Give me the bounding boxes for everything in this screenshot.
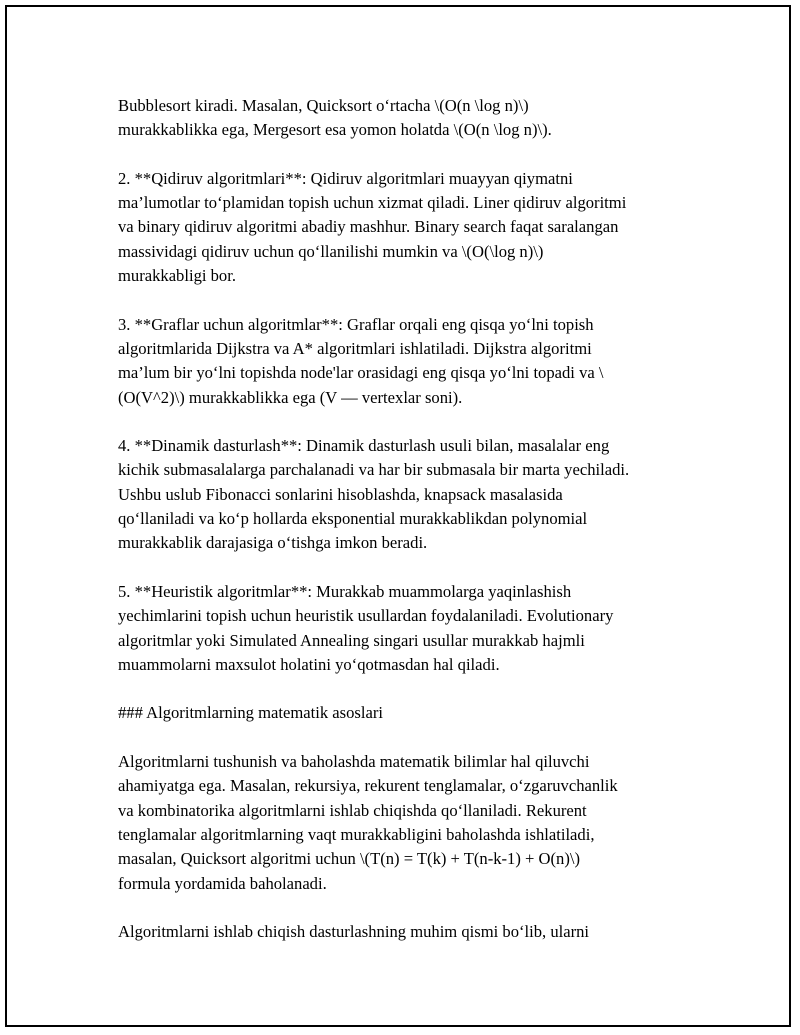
text-line: qo‘llaniladi va ko‘p hollarda eksponential murakkablikdan polynomial bbox=[118, 509, 588, 529]
text-line: 4. **Dinamik dasturlash**: Dinamik dasturlash usuli bilan, masalalar eng bbox=[118, 436, 610, 456]
paragraph-sorting-continuation bbox=[118, 94, 690, 143]
paragraph-graph-algorithms bbox=[118, 313, 690, 410]
text-line: tenglamalar algoritmlarning vaqt murakkabligini baholashda ishlatiladi, bbox=[118, 824, 595, 844]
text-line: va binary qidiruv algoritmi abadiy mashhur. Binary search faqat saralangan bbox=[118, 217, 619, 237]
section-heading bbox=[118, 701, 690, 725]
text-line: massividagi qidiruv uchun qo‘llanilishi mumkin va \(O(\log n)\) bbox=[118, 241, 544, 261]
text-line: ahamiyatga ega. Masalan, rekursiya, rekurent tenglamalar, o‘zgaruvchanlik bbox=[118, 776, 618, 796]
text-line: Algoritmlarni ishlab chiqish dasturlashning muhim qismi bo‘lib, ularni bbox=[118, 922, 590, 942]
paragraph-closing bbox=[118, 920, 690, 944]
text-line: ma’lum bir yo‘lni topishda node'lar orasidagi eng qisqa yo‘lni topadi va \ bbox=[118, 363, 604, 383]
heading-text: ### Algoritmlarning matematik asoslari bbox=[118, 703, 383, 723]
paragraph-heuristic-algorithms bbox=[118, 580, 690, 677]
text-line: formula yordamida baholanadi. bbox=[118, 873, 327, 893]
text-line: murakkablikka ega, Mergesort esa yomon holatda \(O(n \log n)\). bbox=[118, 120, 552, 140]
text-line: Ushbu uslub Fibonacci sonlarini hisoblashda, knapsack masalasida bbox=[118, 484, 563, 504]
text-line: algoritmlarida Dijkstra va A* algoritmlari ishlatiladi. Dijkstra algoritmi bbox=[118, 338, 592, 358]
text-line: kichik submasalalarga parchalanadi va har bir submasala bir marta yechiladi. bbox=[118, 460, 630, 480]
text-line: 5. **Heuristik algoritmlar**: Murakkab muammolarga yaqinlashish bbox=[118, 581, 572, 601]
text-line: 2. **Qidiruv algoritmlari**: Qidiruv algoritmlari muayyan qiymatni bbox=[118, 168, 573, 188]
text-line: algoritmlar yoki Simulated Annealing singari usullar murakkab hajmli bbox=[118, 630, 585, 650]
text-line: murakkablik darajasiga o‘tishga imkon beradi. bbox=[118, 533, 428, 553]
paragraph-search-algorithms bbox=[118, 167, 690, 288]
text-line: murakkabligi bor. bbox=[118, 266, 236, 286]
text-line: ma’lumotlar to‘plamidan topish uchun xizmat qiladi. Liner qidiruv algoritmi bbox=[118, 193, 627, 213]
text-line: (O(V^2)\) murakkablikka ega (V — vertexlar soni). bbox=[118, 387, 463, 407]
text-line: va kombinatorika algoritmlarni ishlab chiqishda qo‘llaniladi. Rekurent bbox=[118, 800, 587, 820]
text-line: 3. **Graflar uchun algoritmlar**: Graflar orqali eng qisqa yo‘lni topish bbox=[118, 314, 594, 334]
text-line: yechimlarini topish uchun heuristik usullardan foydalaniladi. Evolutionary bbox=[118, 606, 614, 626]
text-line: Bubblesort kiradi. Masalan, Quicksort o‘rtacha \(O(n \log n)\) bbox=[118, 96, 529, 115]
paragraph-math-foundations bbox=[118, 750, 690, 896]
text-line: Algoritmlarni tushunish va baholashda matematik bilimlar hal qiluvchi bbox=[118, 752, 590, 772]
text-line: masalan, Quicksort algoritmi uchun \(T(n) = T(k) + T(n-k-1) + O(n)\) bbox=[118, 849, 581, 869]
text-line: muammolarni maxsulot holatini yo‘qotmasdan hal qiladi. bbox=[118, 654, 500, 674]
paragraph-dynamic-programming bbox=[118, 434, 690, 555]
document-body bbox=[118, 94, 690, 969]
